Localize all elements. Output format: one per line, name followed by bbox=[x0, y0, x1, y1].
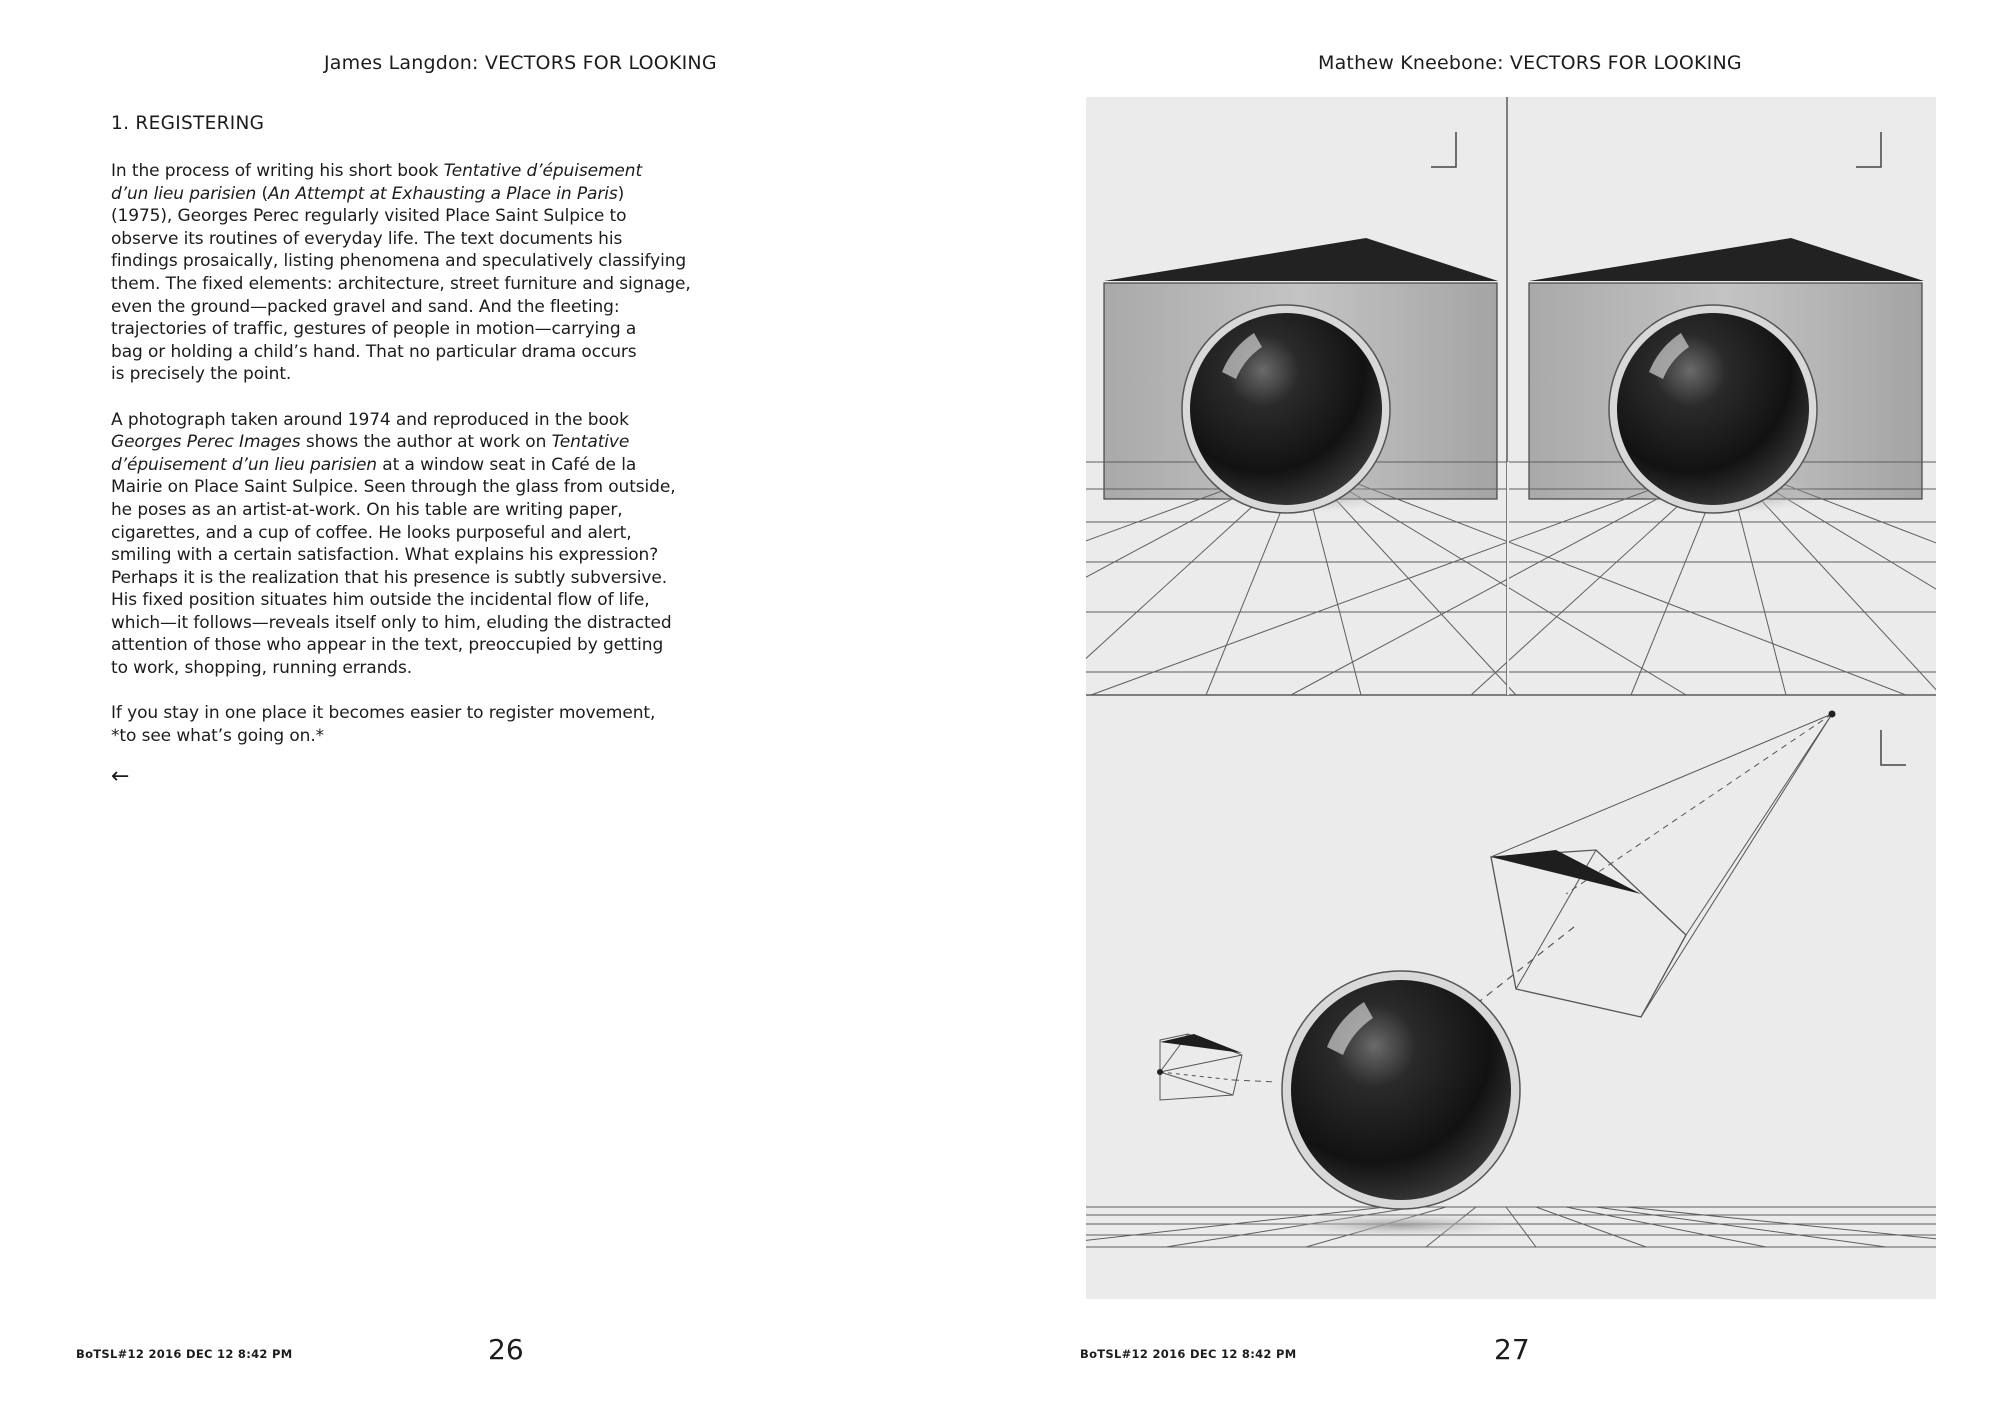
text-run: Perhaps it is the realization that his presence is subtly subversive. bbox=[111, 567, 668, 588]
text-line bbox=[111, 250, 687, 273]
italic-title-run: d’un lieu parisien bbox=[111, 183, 257, 204]
text-run: shows the author at work on bbox=[300, 432, 552, 453]
text-run: at a window seat in Café de la bbox=[377, 454, 637, 475]
section-heading: 1. REGISTERING bbox=[111, 113, 265, 134]
page-number: 27 bbox=[1494, 1333, 1530, 1366]
perspective-drawing-artwork bbox=[1086, 97, 1936, 1299]
text-run: is precisely the point. bbox=[111, 364, 292, 385]
text-line bbox=[111, 296, 671, 319]
text-line bbox=[111, 702, 671, 725]
text-line bbox=[111, 160, 671, 183]
text-line bbox=[111, 476, 676, 499]
text-line bbox=[111, 544, 671, 567]
page-number: 26 bbox=[488, 1333, 524, 1366]
text-line bbox=[111, 205, 671, 228]
text-run: ( bbox=[256, 183, 269, 204]
text-run: *to see what’s going on.* bbox=[111, 725, 325, 746]
text-line bbox=[111, 228, 671, 251]
text-line bbox=[111, 725, 671, 748]
running-head: Mathew Kneebone: VECTORS FOR LOOKING bbox=[1318, 52, 1742, 74]
text-run: Mairie on Place Saint Sulpice. Seen through the glass from outside, bbox=[111, 477, 676, 498]
text-line bbox=[111, 183, 671, 206]
body-paragraph bbox=[111, 702, 671, 747]
text-line bbox=[111, 612, 671, 635]
italic-title-run: Tentative d’épuisement bbox=[443, 161, 643, 181]
text-line bbox=[111, 589, 671, 612]
body-text bbox=[111, 160, 691, 770]
footer-slug: BoTSL#12 2016 DEC 12 8:42 PM bbox=[76, 1347, 293, 1361]
running-head: James Langdon: VECTORS FOR LOOKING bbox=[324, 52, 717, 74]
text-run: attention of those who appear in the text, preoccupied by getting bbox=[111, 635, 664, 656]
italic-title-run: Tentative bbox=[551, 432, 630, 453]
text-run: His fixed position situates him outside the incidental flow of life, bbox=[111, 590, 650, 611]
back-arrow-icon[interactable]: ← bbox=[111, 764, 130, 789]
text-run: which—it follows—reveals itself only to him, eluding the distracted bbox=[111, 612, 672, 633]
text-run: even the ground—packed gravel and sand. And the fleeting: bbox=[111, 296, 620, 317]
right-page bbox=[1000, 0, 2000, 1404]
body-paragraph bbox=[111, 409, 676, 680]
text-line bbox=[111, 431, 671, 454]
text-line bbox=[111, 567, 671, 590]
text-line bbox=[111, 341, 671, 364]
text-run: If you stay in one place it becomes easier to register movement, bbox=[111, 703, 656, 724]
text-line bbox=[111, 634, 671, 657]
text-line bbox=[111, 657, 671, 680]
text-run: smiling with a certain satisfaction. What explains his expression? bbox=[111, 545, 659, 566]
text-run: A photograph taken around 1974 and reproduced in the book bbox=[111, 409, 629, 430]
text-run: In the process of writing his short book bbox=[111, 161, 444, 181]
text-line bbox=[111, 499, 671, 522]
text-run: (1975), Georges Perec regularly visited Place Saint Sulpice to bbox=[111, 206, 627, 227]
text-run: he poses as an artist-at-work. On his table are writing paper, bbox=[111, 499, 623, 520]
italic-title-run: d’épuisement d’un lieu parisien bbox=[111, 454, 377, 475]
text-line bbox=[111, 363, 671, 386]
text-line bbox=[111, 318, 671, 341]
text-run: cigarettes, and a cup of coffee. He looks purposeful and alert, bbox=[111, 522, 632, 543]
text-run: findings prosaically, listing phenomena and speculatively classifying bbox=[111, 251, 687, 272]
text-run: ) bbox=[617, 183, 625, 204]
text-line bbox=[111, 522, 671, 545]
italic-title-run: An Attempt at Exhausting a Place in Paris bbox=[268, 183, 618, 204]
italic-title-run: Georges Perec Images bbox=[111, 432, 301, 453]
footer-slug: BoTSL#12 2016 DEC 12 8:42 PM bbox=[1080, 1347, 1297, 1361]
text-run: them. The fixed elements: architecture, street furniture and signage, bbox=[111, 273, 691, 294]
text-line bbox=[111, 454, 671, 477]
text-run: to work, shopping, running errands. bbox=[111, 658, 413, 679]
text-line bbox=[111, 409, 671, 432]
text-run: trajectories of traffic, gestures of people in motion—carrying a bbox=[111, 319, 637, 340]
body-paragraph bbox=[111, 160, 691, 386]
text-run: observe its routines of everyday life. The text documents his bbox=[111, 228, 623, 249]
text-run: bag or holding a child’s hand. That no particular drama occurs bbox=[111, 341, 637, 362]
text-line bbox=[111, 273, 691, 296]
